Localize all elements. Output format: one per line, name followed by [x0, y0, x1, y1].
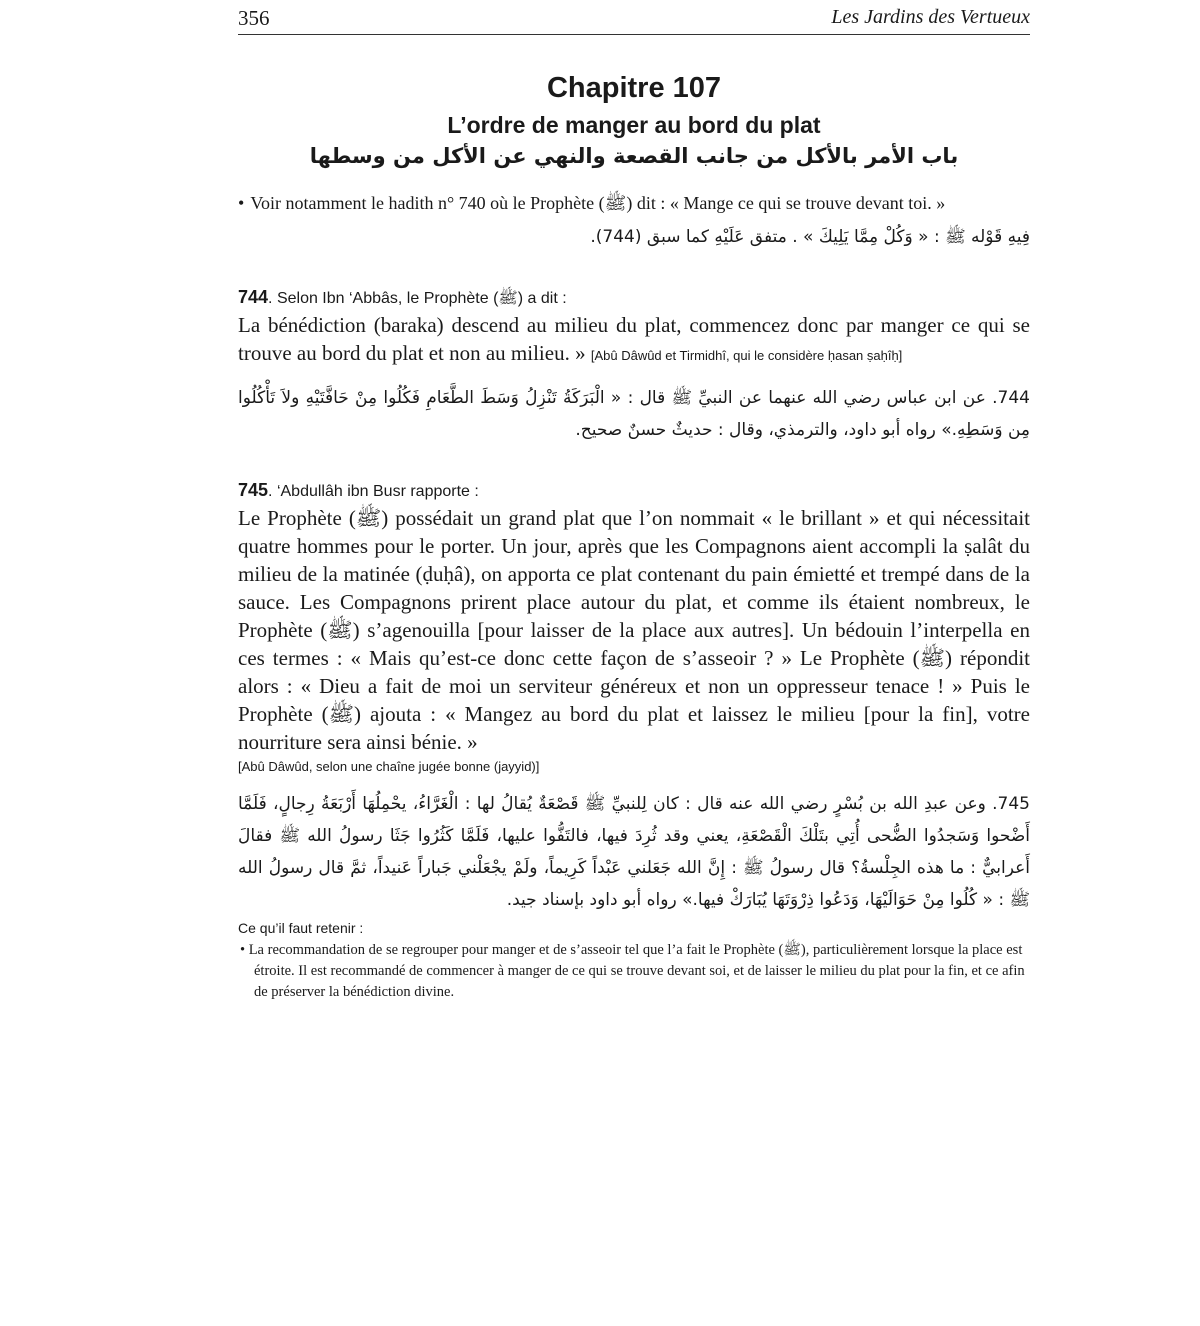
hadith-745-arabic: 745. وعن عبدِ الله بن بُسْرٍ رضي الله عنه قال : كان لِلنبيِّ ﷺ قَصْعَةٌ يُقالُ لها : الْغَرَّاءُ، يحْمِلُهَا أَرْبَعَةُ رِجالٍ، فَلَمَّا أَضْحوا وَسَجدُوا الضُّحى أُتِي بتَلْكَ الْقَصْعَةِ، يعني وقد ثُرِدَ فيها، فالتَفُّوا عليها، فَلَمَّا كَثُرُوا جَثَا رسولُ الله ﷺ فقالَ أَعرابيٌّ : ما هذه الجِلْسةُ؟ قال رسولُ ﷺ : إِنَّ الله جَعَلني عَبْداً كَرِيماً، ولَمْ يجْعَلْني جَباراً عَنيداً، ثمَّ قال رسولُ الله ﷺ : « كُلُوا مِنْ حَوَالَيْهَا، وَدَعُوا ذِرْوَتَهَا يُبَارَكْ فيها.» رواه أبو داود بإسناد جيد. [238, 794, 1030, 910]
chapter-arabic-title: باب الأمر بالأكل من جانب القصعة والنهي عن الأكل من وسطها [309, 144, 959, 168]
chapter-title: L’ordre de manger au bord du plat [447, 112, 821, 138]
hadith-source: [Abû Dâwûd et Tirmidhî, qui le considère ḥasan ṣaḥîḥ] [590, 348, 903, 363]
hadith-narrator: . Selon Ibn ‘Abbâs, le Prophète (ﷺ) a dit : [268, 290, 567, 307]
book-title: Les Jardins des Vertueux [831, 6, 1030, 28]
retain-point [238, 940, 1030, 1003]
hadith-745-body: Le Prophète (ﷺ) possédait un grand plat que l’on nommait « le brillant » et qui nécessitait quatre hommes pour le porter. Un jour, après que les Compagnons aient accompli la ṣalât du milieu de la matinée (ḍuḥâ), on apporta ce plat contenant du pain émietté et trempé dans de la sauce. Les Compagnons prirent place autour du plat, et comme ils étaient nombreux, le Prophète (ﷺ) s’agenouilla [pour laisser de la place aux autres]. Un bédouin l’interpella en ces termes : « Mais qu’est-ce donc cette façon de s’asseoir ? » Le Prophète (ﷺ) répondit alors : « Dieu a fait de moi un serviteur généreux et non un oppresseur tenace ! » Puis le Prophète (ﷺ) ajouta : « Mangez au bord du plat et laissez le milieu [pour la fin], votre nourriture sera ainsi bénie. » [238, 506, 1030, 754]
hadith-text: La bénédiction (baraka) descend au milieu du plat, commencez donc par manger ce qui se trouve au bord du plat et non au milieu. » [238, 313, 1030, 365]
book-page [238, 0, 1030, 1003]
page-number: 356 [238, 6, 270, 30]
hadith-number: 744 [238, 287, 269, 307]
intro-note [238, 191, 1030, 215]
hadith-744-heading [238, 287, 1030, 309]
retain-text: La recommandation de se regrouper pour manger et de s’asseoir tel que l’a fait le Prophète (ﷺ), particulièrement lorsque la place est étroite. Il est recommandé de commencer à manger de ce qui se trouve devant soi, et de laisser le milieu du plat pour la fin, et ce afin de préserver la bénédiction divine. [248, 942, 1025, 1000]
intro-arabic: فِيهِ قَوْله ﷺ : « وَكُلْ مِمَّا يَلِيكَ » . متفق عَلَيْهِ كما سبق (744). [590, 227, 1030, 247]
hadith-number: 745 [238, 480, 269, 500]
chapter-number: Chapitre 107 [546, 72, 722, 104]
bullet-icon: • [238, 193, 245, 213]
retain-title: Ce qu’il faut retenir : [238, 920, 364, 936]
hadith-745-source: [Abû Dâwûd, selon une chaîne jugée bonne (jayyid)] [238, 759, 540, 774]
hadith-744-arabic: 744. عن ابن عباس رضي الله عنهما عن النبيِّ ﷺ قال : « الْبَرَكَةُ تَنْزِلُ وَسَطَ الطَّعَامِ فَكُلُوا مِنْ حَافَّتَيْهِ ولاَ تَأْكُلُوا مِن وَسَطِهِ.» رواه أبو داود، والترمذي، وقال : حديثٌ حسنٌ صحيح. [238, 388, 1030, 440]
bullet-icon: • [240, 942, 246, 958]
hadith-744-body [238, 311, 1030, 370]
hadith-narrator: . ‘Abdullâh ibn Busr rapporte : [268, 483, 479, 500]
hadith-745-heading [238, 480, 1030, 502]
intro-text: Voir notamment le hadith n° 740 où le Prophète (ﷺ) dit : « Mange ce qui se trouve devant toi. » [250, 193, 946, 213]
running-head [238, 0, 1030, 35]
